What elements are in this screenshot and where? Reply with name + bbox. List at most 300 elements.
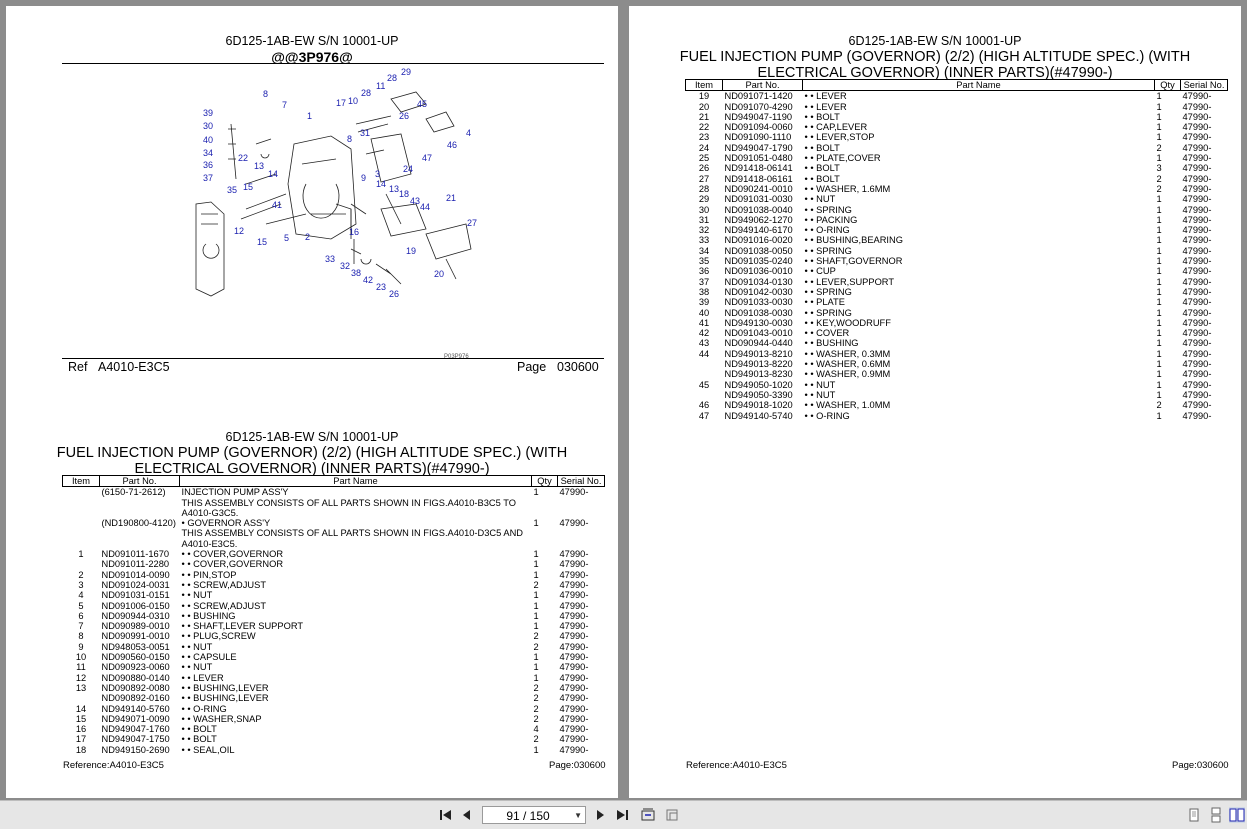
cell-name: • • LEVER,SUPPORT [804,276,895,287]
callout-label: 8 [347,134,353,144]
table-row [63,487,605,498]
cell-serial: 47990- [559,724,589,735]
cell-name: • • PLUG,SCREW [181,631,256,642]
cell-part: ND949130-0030 [724,317,793,328]
cell-serial: 47990- [1182,286,1212,297]
cell-item: 34 [698,245,710,256]
callout-label: 33 [325,254,336,264]
cell-qty: 1 [1156,245,1162,256]
cell-part [100,528,180,549]
callout-label: 12 [234,226,245,236]
table-row [686,277,1228,287]
cell-qty: 1 [1156,153,1162,164]
cell-serial: 47990- [1182,328,1212,339]
cell-serial: 47990- [1182,122,1212,133]
table-row [686,143,1228,153]
cell-qty: 3 [1156,163,1162,174]
cell-name: • • CAPSULE [181,652,237,663]
cell-part: (ND190800-4120) [101,518,176,529]
fit-page-icon[interactable] [664,807,680,823]
column-header: Item [63,476,100,487]
cell-qty: 1 [1156,348,1162,359]
cell-serial: 47990- [559,734,589,745]
cell-item: 30 [698,204,710,215]
callout-label: 2 [305,232,311,242]
cell-serial: 47990- [1182,369,1212,380]
cell-item: 35 [698,256,710,267]
cell-part: ND091011-1670 [101,549,170,560]
cell-name: THIS ASSEMBLY CONSISTS OF ALL PARTS SHOWN IN FIGS.A4010-D3C5 AND A4010-E3C5. [181,528,524,549]
last-page-icon[interactable] [614,807,630,823]
callout-label: 42 [363,275,374,285]
callout-label: 36 [203,160,214,170]
cell-part: (6150-71-2612) [101,487,166,498]
column-header: Part Name [180,476,532,487]
cell-name: • • SPRING [804,204,852,215]
cell-part: ND949013-8230 [724,369,793,380]
cell-part: ND090892-0080 [101,682,170,693]
cell-serial: 47990- [559,641,589,652]
footer-reference: Reference:A4010-E3C5 [63,760,164,771]
callout-label: 31 [360,128,371,138]
cell-serial: 47990- [1182,276,1212,287]
table-row [686,256,1228,266]
cell-serial: 47990- [1182,153,1212,164]
cell-item: 14 [75,703,87,714]
cell-item [686,390,723,400]
cell-name: • • SEAL,OIL [181,744,235,755]
cell-serial: 47990- [1182,317,1212,328]
cell-serial: 47990- [559,600,589,611]
table-row [686,411,1228,421]
cell-serial: 47990- [1182,359,1212,370]
cell-name: • • SCREW,ADJUST [181,579,267,590]
cell-qty: 1 [1156,286,1162,297]
cell-part: ND949018-1020 [724,400,793,411]
cell-qty: 1 [533,610,539,621]
cell-part: ND090892-0160 [101,693,170,704]
cell-qty: 2 [1156,173,1162,184]
cell-serial: 47990- [1182,348,1212,359]
table-row [63,601,605,611]
cell-item: 21 [698,111,710,122]
cell-qty: 1 [1156,328,1162,339]
callout-label: 10 [348,96,359,106]
cell-serial: 47990- [1182,101,1212,112]
cell-item: 39 [698,297,710,308]
cell-name: • • SCREW,ADJUST [181,600,267,611]
cell-qty: 1 [1156,101,1162,112]
callout-label: 26 [399,111,410,121]
cell-item: 22 [698,122,710,133]
cell-qty: 1 [1156,132,1162,143]
table-row [63,683,605,693]
cell-part: ND090560-0150 [101,652,170,663]
diagram-code: @@3P976@ [271,49,353,65]
table-row [63,631,605,641]
callout-label: 20 [434,269,445,279]
cell-serial: 47990- [559,631,589,642]
callout-label: 28 [361,88,372,98]
cell-qty: 1 [533,600,539,611]
cell-name: • • LEVER [804,91,847,102]
cell-item: 7 [78,621,84,632]
cell-part: ND090241-0010 [724,183,793,194]
cell-item: 16 [75,724,87,735]
cell-qty: 1 [1156,359,1162,370]
table-row [686,390,1228,400]
cell-name: • • WASHER,SNAP [181,713,262,724]
cell-part: ND949140-5740 [724,410,793,421]
table-row [63,611,605,621]
two-page-icon[interactable] [1229,807,1245,823]
table-row [63,704,605,714]
footer-page: Page:030600 [549,760,606,771]
cell-item: 26 [698,163,710,174]
pdf-page-left [6,6,618,798]
ref-label: Ref [68,360,88,374]
cell-serial: 47990- [559,610,589,621]
next-page-icon[interactable] [592,807,608,823]
page-value: 030600 [557,360,599,374]
ref-rule [62,358,604,359]
cell-part: ND090989-0010 [101,621,170,632]
cell-item: 9 [78,641,84,652]
cell-qty: 1 [1156,276,1162,287]
cell-serial: 47990- [1182,410,1212,421]
table-row [686,225,1228,235]
cell-serial [558,528,605,549]
cell-qty: 1 [1156,214,1162,225]
cell-serial: 47990- [1182,297,1212,308]
single-page-icon[interactable] [1186,807,1202,823]
cell-serial: 47990- [559,518,589,529]
cell-part: ND091090-1110 [724,132,792,143]
cell-name: • • WASHER, 1.6MM [804,183,891,194]
cell-qty: 1 [533,549,539,560]
cell-serial: 47990- [1182,194,1212,205]
cell-item: 41 [698,317,710,328]
cell-qty: 1 [1156,91,1162,102]
cell-item: 5 [78,600,84,611]
continuous-icon[interactable] [1208,807,1224,823]
callout-label: 46 [447,140,458,150]
cell-part: ND091024-0031 [101,579,170,590]
list-title-line1: FUEL INJECTION PUMP (GOVERNOR) (2/2) (HIGH ALTITUDE SPEC.) (WITH [56,445,568,461]
cell-item [63,693,100,703]
cell-part: ND091038-0030 [724,307,793,318]
cell-qty: 1 [533,518,539,529]
list-model-title: 6D125-1AB-EW S/N 10001-UP [848,34,1022,48]
cell-name: • • CAP,LEVER [804,122,868,133]
cell-part: ND949013-8210 [724,348,793,359]
cell-qty: 1 [1156,204,1162,215]
cell-name: • • LEVER [181,672,224,683]
table-row [63,745,605,755]
callout-label: 35 [227,185,238,195]
table-row [63,518,605,528]
cell-part: ND91418-06161 [724,173,793,184]
cell-part: ND091036-0010 [724,266,793,277]
cell-qty: 2 [1156,400,1162,411]
callout-label: 39 [203,108,214,118]
callout-label: 38 [351,268,362,278]
table-row [63,693,605,703]
cell-name: • • O-RING [804,225,850,236]
cell-part: ND090944-0310 [101,610,170,621]
chevron-down-icon[interactable]: ▼ [574,811,582,820]
table-row [686,112,1228,122]
callout-label: 14 [268,169,279,179]
cell-name: • • SPRING [804,286,852,297]
cell-part: ND090944-0440 [724,338,793,349]
table-row [63,642,605,652]
cell-name: • • SHAFT,GOVERNOR [804,256,903,267]
callout-label: 8 [263,89,269,99]
table-row [686,246,1228,256]
cell-qty: 1 [1156,122,1162,133]
cell-item: 31 [698,214,710,225]
cell-serial: 47990- [559,672,589,683]
cell-qty: 2 [533,682,539,693]
cell-qty: 1 [533,487,539,498]
cell-part: ND949071-0090 [101,713,170,724]
cell-qty: 2 [533,579,539,590]
cell-part: ND949013-8220 [724,359,793,370]
cell-item: 23 [698,132,710,143]
parts-table-right [685,79,1228,421]
table-row [686,163,1228,173]
cell-part: ND091051-0480 [724,153,793,164]
cell-serial: 47990- [559,549,589,560]
cell-name: • • NUT [804,379,836,390]
cell-item: 20 [698,101,710,112]
cell-qty: 1 [1156,194,1162,205]
cell-item: 42 [698,328,710,339]
callout-label: 27 [467,218,478,228]
cell-name: • • BOLT [804,173,840,184]
table-row [686,91,1228,102]
cell-item [686,359,723,369]
cell-qty: 1 [533,559,539,570]
table-row [686,174,1228,184]
cell-name: • • SHAFT,LEVER SUPPORT [181,621,304,632]
cell-serial: 47990- [1182,245,1212,256]
table-row [686,153,1228,163]
cell-serial: 47990- [1182,338,1212,349]
table-row [686,194,1228,204]
cell-item: 19 [698,91,710,102]
cell-serial: 47990- [559,662,589,673]
cell-qty: 2 [533,703,539,714]
cell-name: • • PLATE,COVER [804,153,881,164]
callout-label: 22 [238,153,249,163]
cell-serial [558,498,605,519]
callout-label: 23 [376,282,387,292]
cell-serial: 47990- [559,559,589,570]
page-number-input[interactable] [482,806,586,824]
cell-part: ND090923-0060 [101,662,170,673]
cell-item [63,498,100,519]
table-row [686,297,1228,307]
cell-item: 36 [698,266,710,277]
cell-qty: 1 [1156,379,1162,390]
callout-label: 11 [376,81,386,91]
callout-label: 40 [203,135,214,145]
cell-qty [532,498,558,519]
callout-label: 41 [272,200,283,210]
cell-name: INJECTION PUMP ASS'Y [181,487,289,498]
cell-name: • • CUP [804,266,836,277]
table-row [63,724,605,734]
cell-serial: 47990- [559,569,589,580]
cell-serial: 47990- [1182,256,1212,267]
cell-item: 44 [698,348,710,359]
table-row [686,122,1228,132]
callout-label: 44 [420,202,431,212]
footer-reference: Reference:A4010-E3C5 [686,760,787,771]
cell-item: 1 [78,549,84,560]
cell-name: • • BOLT [804,163,840,174]
cell-qty: 1 [1156,225,1162,236]
exploded-parts-diagram [6,64,618,364]
cell-part: ND949062-1270 [724,214,793,225]
cell-item [63,559,100,569]
cell-part: ND949050-1020 [724,379,793,390]
pdf-page-right [629,6,1241,798]
table-row [686,308,1228,318]
cell-item: 37 [698,276,710,287]
cell-name: • • COVER,GOVERNOR [181,559,284,570]
cell-part: ND949047-1750 [101,734,170,745]
table-row [686,235,1228,245]
cell-qty: 2 [533,631,539,642]
cell-qty [532,528,558,549]
cell-name: • • WASHER, 1.0MM [804,400,891,411]
list-title-line1: FUEL INJECTION PUMP (GOVERNOR) (2/2) (HIGH ALTITUDE SPEC.) (WITH [679,49,1191,65]
table-row [686,205,1228,215]
fit-width-icon[interactable] [640,807,656,823]
cell-qty: 1 [1156,317,1162,328]
cell-qty: 1 [533,569,539,580]
cell-name: • • NUT [804,194,836,205]
cell-serial: 47990- [1182,111,1212,122]
cell-qty: 1 [1156,266,1162,277]
prev-page-icon[interactable] [459,807,475,823]
page-indicator-text: 91 / 150 [506,809,550,823]
callout-label: 37 [203,173,214,183]
table-row [63,673,605,683]
cell-qty: 2 [533,713,539,724]
callout-label: 14 [376,179,387,189]
cell-serial: 47990- [1182,400,1212,411]
pdf-toolbar [0,800,1247,829]
callout-label: 45 [417,99,428,109]
cell-name: • • BOLT [181,724,217,735]
cell-serial: 47990- [559,744,589,755]
callout-label: 17 [336,98,347,108]
cell-name: • • O-RING [804,410,850,421]
cell-name: • • BUSHING,LEVER [181,693,269,704]
cell-serial: 47990- [559,487,589,498]
cell-qty: 2 [1156,183,1162,194]
callout-label: 29 [401,67,412,77]
cell-serial: 47990- [1182,204,1212,215]
cell-part: ND949150-2690 [101,744,170,755]
cell-part: ND091011-2280 [101,559,170,570]
cell-item: 25 [698,153,710,164]
cell-name: • • PIN,STOP [181,569,237,580]
cell-name: • GOVERNOR ASS'Y [181,518,271,529]
cell-part: ND091038-0040 [724,204,793,215]
cell-item: 27 [698,173,710,184]
cell-part: ND090991-0010 [101,631,170,642]
cell-item: 12 [75,672,87,683]
cell-name: • • LEVER [804,101,847,112]
cell-qty: 2 [1156,142,1162,153]
cell-part: ND091016-0020 [724,235,793,246]
cell-part: ND091035-0240 [724,256,793,267]
cell-part: ND091070-4290 [724,101,793,112]
callout-label: 3 [375,169,381,179]
table-row [686,359,1228,369]
cell-item [63,487,100,498]
cell-qty: 1 [533,590,539,601]
cell-serial: 47990- [559,590,589,601]
table-row [686,287,1228,297]
cell-serial: 47990- [1182,307,1212,318]
cell-part: ND948053-0051 [101,641,170,652]
cell-qty: 1 [1156,256,1162,267]
cell-part: ND091034-0130 [724,276,793,287]
cell-part: ND91418-06141 [724,163,793,174]
cell-item: 18 [75,744,87,755]
cell-item: 32 [698,225,710,236]
cell-name: • • O-RING [181,703,227,714]
page-label: Page [517,360,547,374]
cell-part [100,498,180,519]
cell-name: THIS ASSEMBLY CONSISTS OF ALL PARTS SHOWN IN FIGS.A4010-B3C5 TO A4010-G3C5. [181,497,516,518]
table-row [686,380,1228,390]
callout-label: 43 [410,196,421,206]
callout-label: 26 [389,289,400,299]
cell-name: • • WASHER, 0.6MM [804,359,891,370]
cell-part: ND091031-0030 [724,194,793,205]
cell-part: ND091043-0010 [724,328,793,339]
table-row [63,621,605,631]
first-page-icon[interactable] [438,807,454,823]
cell-serial: 47990- [1182,142,1212,153]
column-header: Part No. [723,80,803,91]
table-row [63,714,605,724]
cell-item: 11 [76,662,86,673]
cell-name: • • NUT [181,590,213,601]
callout-label: 4 [466,128,472,138]
list-title-line2: ELECTRICAL GOVERNOR) (INNER PARTS)(#47990-) [134,461,490,477]
cell-serial: 47990- [559,703,589,714]
cell-part: ND949047-1760 [101,724,170,735]
table-row [63,549,605,559]
callout-label: 32 [340,261,351,271]
table-row [63,580,605,590]
cell-serial: 47990- [559,693,589,704]
cell-qty: 1 [1156,410,1162,421]
cell-item: 3 [78,579,84,590]
table-row [63,559,605,569]
cell-name: • • KEY,WOODRUFF [804,317,891,328]
table-row [63,662,605,672]
cell-serial: 47990- [1182,235,1212,246]
